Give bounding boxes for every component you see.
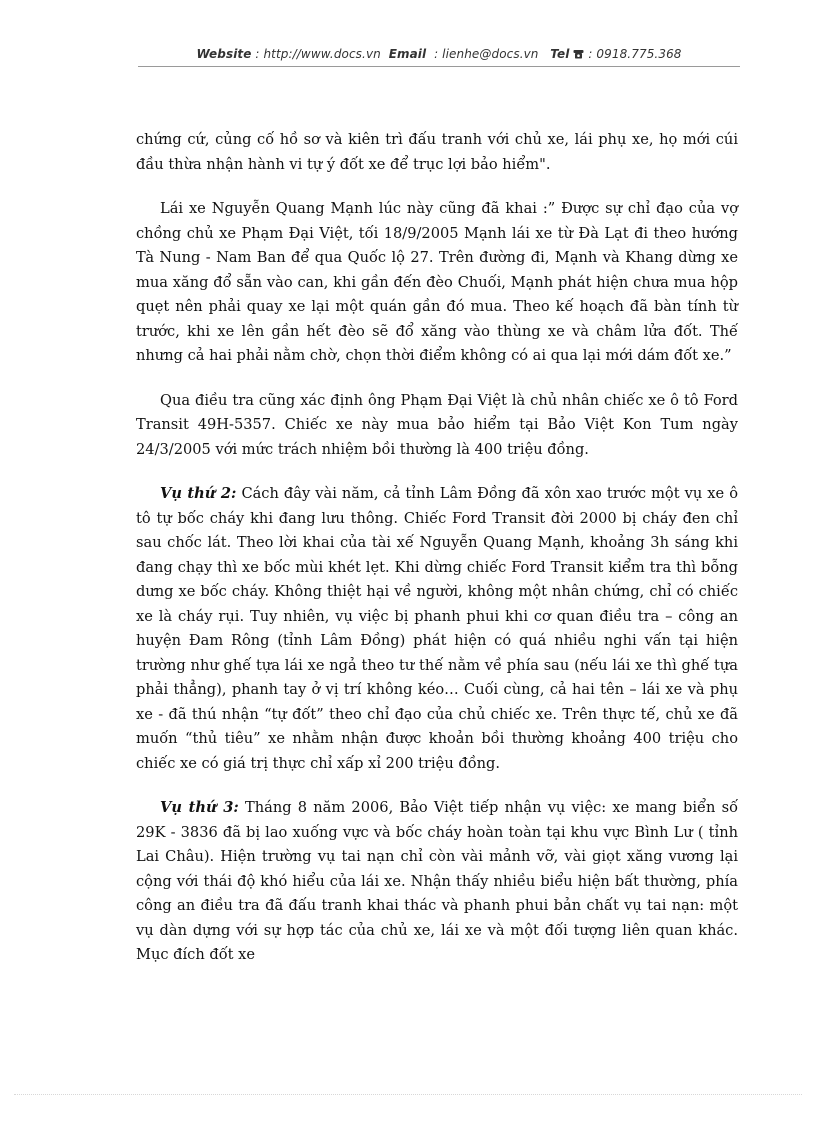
paragraph-4: [136, 482, 738, 776]
case-2-heading: Vụ thứ 2:: [160, 485, 237, 502]
phone-icon: [573, 47, 588, 61]
paragraph-2: Lái xe Nguyễn Quang Mạnh lúc này cũng đã khai :” Được sự chỉ đạo của vợ chồng chủ xe Phạm Đại Việt, tối 18/9/2005 Mạnh lái xe từ Đà Lạt đi theo hướng Tà Nung - Nam Ban để qua Quốc lộ 27. Trên đường đi, Mạnh và Khang dừng xe mua xăng đổ sẵn vào can, khi gần đến đèo Chuối, Mạnh phát hiện chưa mua hộp quẹt nên phải quay xe lại một quán gần đó mua. Theo kế hoạch đã bàn tính từ trước, khi xe lên gần hết đèo sẽ đổ xăng vào thùng xe và châm lửa đốt. Thế nhưng cả hai phải nằm chờ, chọn thời điểm không có ai qua lại mới dám đốt xe.”: [136, 200, 738, 364]
paragraph-5: [136, 796, 738, 968]
page-header: [138, 47, 740, 61]
header-divider: [138, 66, 740, 67]
email-link[interactable]: : lienhe@docs.vn: [434, 47, 539, 61]
case-3-heading: Vụ thứ 3:: [160, 799, 239, 816]
email-label: Email: [388, 47, 427, 61]
case-3-text: Tháng 8 năm 2006, Bảo Việt tiếp nhận vụ việc: xe mang biển số 29K - 3836 đã bị lao xuống vực và bốc cháy hoàn toàn tại khu vực Bình Lư ( tỉnh Lai Châu). Hiện trường vụ tai nạn chỉ còn vài mảnh vỡ, vài giọt xăng vương lại cộng với thái độ khó hiểu của lái xe. Nhận thấy nhiều biểu hiện bất thường, phía công an điều tra đã đấu tranh khai thác và phanh phui bản chất vụ tai nạn: một vụ dàn dựng với sự hợp tác của chủ xe, lái xe và một đối tượng liên quan khác. Mục đích đốt xe: [136, 799, 739, 963]
website-link[interactable]: : http://www.docs.vn: [255, 47, 381, 61]
paragraph-3: Qua điều tra cũng xác định ông Phạm Đại Việt là chủ nhân chiếc xe ô tô Ford Transit 49H-5357. Chiếc xe này mua bảo hiểm tại Bảo Việt Kon Tum ngày 24/3/2005 với mức trách nhiệm bồi thường là 400 triệu đồng.: [136, 391, 738, 458]
footer-divider: [14, 1094, 802, 1095]
tel-value: : 0918.775.368: [588, 47, 682, 61]
website-label: Website: [196, 47, 252, 61]
paragraph-1: chứng cứ, củng cố hồ sơ và kiên trì đấu tranh với chủ xe, lái phụ xe, họ mới cúi đầu thừa nhận hành vi tự ý đốt xe để trục lợi bảo hiểm".: [136, 131, 738, 173]
document-body: [136, 128, 738, 988]
case-2-text: Cách đây vài năm, cả tỉnh Lâm Đồng đã xôn xao trước một vụ xe ô tô tự bốc cháy khi đang lưu thông. Chiếc Ford Transit đời 2000 bị cháy đen chỉ sau chốc lát. Theo lời khai của tài xế Nguyễn Quang Mạnh, khoảng 3h sáng khi đang chạy thì xe bốc mùi khét lẹt. Khi dừng chiếc Ford Transit kiểm tra thì bỗng dưng xe bốc cháy. Không thiệt hại về người, không một nhân chứng, chỉ có chiếc xe là cháy rụi. Tuy nhiên, vụ việc bị phanh phui khi cơ quan điều tra – công an huyện Đam Rông (tỉnh Lâm Đồng) phát hiện có quá nhiều nghi vấn tại hiện trường như ghế tựa lái xe ngả theo tư thế nằm về phía sau (nếu lái xe thì ghế tựa phải thẳng), phanh tay ở vị trí không kéo… Cuối cùng, cả hai tên – lái xe và phụ xe - đã thú nhận “tự đốt” theo chỉ đạo của chủ chiếc xe. Trên thực tế, chủ xe đã muốn “thủ tiêu” xe nhằm nhận được khoản bồi thường khoảng 400 triệu cho chiếc xe có giá trị thực chỉ xấp xỉ 200 triệu đồng.: [136, 485, 738, 772]
tel-label: Tel: [550, 47, 570, 61]
